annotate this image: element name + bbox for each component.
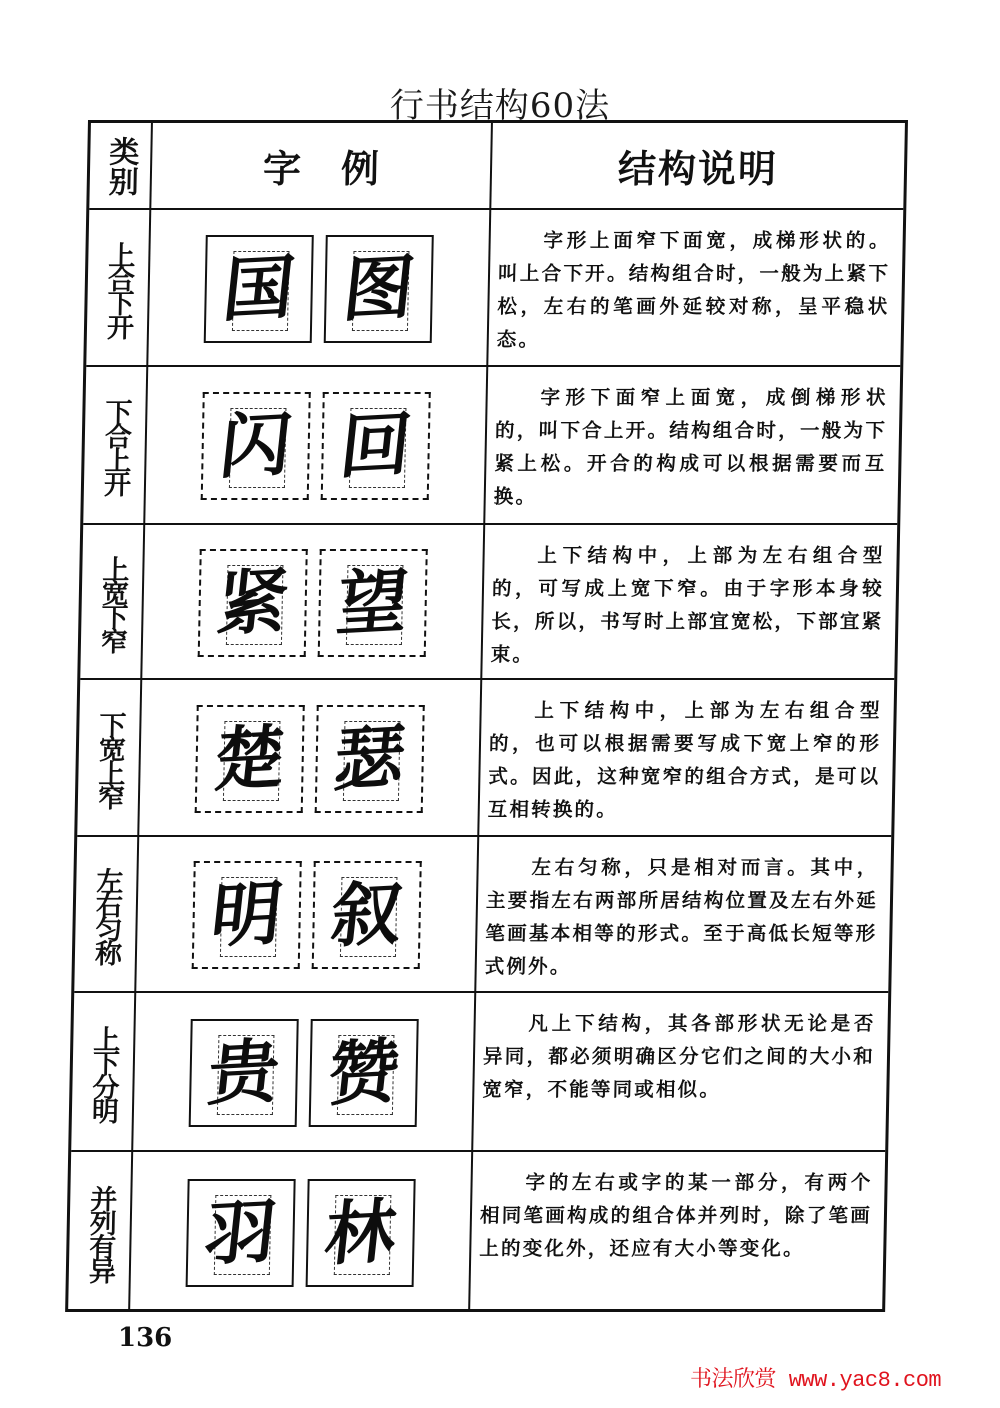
- example-character: 羽: [200, 1189, 281, 1276]
- header-examples: 字例: [262, 147, 420, 191]
- example-character-box: [309, 1019, 419, 1127]
- header-category: [89, 123, 151, 208]
- description-cell: [488, 210, 903, 367]
- header-category-label: 类别: [102, 135, 139, 196]
- category-label: 下合上开: [98, 398, 132, 494]
- description-text: 字的左右或字的某一部分，有两个相同笔画构成的组合体并列时，除了笔画上的变化外，还应有大小等变化。: [479, 1171, 873, 1260]
- example-character-box: [195, 705, 305, 813]
- category-cell: [71, 993, 134, 1152]
- description-text: 字形上面窄下面宽，成梯形状的。叫上合下开。结构组合时，一般为上紧下松，左右的笔画外延较对称，呈平稳状态。: [496, 229, 891, 351]
- table-row: [74, 835, 891, 993]
- example-character-box: [324, 235, 434, 343]
- category-cell: [77, 680, 140, 837]
- description-text: 上下结构中，上部为左右组合型的，也可以根据需要写成下宽上窄的形式。因此，这种宽窄的组合方式，是可以互相转换的。: [487, 699, 882, 821]
- structure-table: [65, 120, 908, 1312]
- examples-cell: [139, 680, 480, 837]
- example-character: 闪: [216, 402, 296, 489]
- category-label: 上宽下窄: [95, 554, 129, 651]
- table-row: [83, 365, 900, 525]
- description-cell: [485, 367, 900, 525]
- description-text: 字形下面窄上面宽，成倒梯形状的，叫下合上开。结构组合时，一般为下紧上松。开合的构成可以根据需要而互换。: [493, 386, 888, 508]
- examples-cell: [148, 210, 489, 367]
- watermark: 书法欣赏 www.yac8.com: [690, 1368, 942, 1393]
- category-label: 上合下开: [101, 240, 135, 337]
- table-row: [86, 208, 903, 367]
- example-character-box: [198, 549, 308, 657]
- description-text: 凡上下结构，其各部形状无论是否异同，都必须明确区分它们之间的大小和宽窄，不能等同或相似。: [482, 1012, 876, 1101]
- example-character: 瑟: [330, 714, 410, 802]
- example-character: 国: [219, 244, 299, 332]
- page-title: 行书结构60法: [389, 86, 611, 126]
- category-cell: [83, 367, 146, 525]
- example-character: 紧: [213, 558, 293, 646]
- example-character-box: [186, 1179, 296, 1287]
- category-label: 上下分明: [86, 1024, 120, 1121]
- table-row: [68, 1150, 885, 1314]
- example-character: 林: [320, 1189, 401, 1276]
- examples-cell: [145, 367, 486, 525]
- description-text: 上下结构中，上部为左右组合型的，可写成上宽下窄。由于字形本身较长，所以，书写时上部宜宽松，下部宜紧束。: [490, 544, 885, 666]
- category-cell: [80, 525, 143, 680]
- example-character: 叙: [327, 871, 407, 958]
- category-label: 并列有异: [83, 1185, 117, 1281]
- category-cell: [74, 837, 137, 993]
- example-character: 图: [339, 244, 419, 332]
- example-character-box: [192, 861, 302, 969]
- description-cell: [476, 837, 891, 993]
- header-description: 结构说明: [617, 147, 779, 191]
- table-row: [80, 523, 897, 680]
- category-cell: [68, 1152, 131, 1314]
- example-character-box: [306, 1179, 416, 1287]
- examples-cell: [133, 993, 474, 1152]
- category-label: 左右匀称: [89, 867, 123, 963]
- description-cell: [470, 1152, 885, 1314]
- page-number: 136: [118, 1323, 173, 1353]
- examples-cell: [142, 525, 483, 680]
- description-cell: [473, 993, 888, 1152]
- examples-cell: [136, 837, 477, 993]
- example-character: 望: [333, 558, 413, 646]
- example-character-box: [321, 392, 431, 500]
- example-character: 回: [336, 402, 416, 489]
- category-cell: [86, 210, 149, 367]
- example-character: 赞: [324, 1028, 404, 1116]
- example-character-box: [201, 392, 311, 500]
- description-cell: [479, 680, 894, 837]
- example-character-box: [315, 705, 425, 813]
- example-character: 楚: [210, 714, 290, 802]
- example-character-box: [318, 549, 428, 657]
- table-header: [89, 123, 905, 208]
- example-character-box: [204, 235, 314, 343]
- example-character-box: [189, 1019, 299, 1127]
- examples-cell: [130, 1152, 471, 1314]
- example-character: 贵: [204, 1028, 284, 1116]
- category-label: 下宽上窄: [92, 710, 126, 807]
- description-text: 左右匀称，只是相对而言。其中，主要指左右两部所居结构位置及左右外延笔画基本相等的形式。至于高低长短等形式例外。: [484, 856, 879, 978]
- table-row: [71, 991, 888, 1152]
- example-character-box: [312, 861, 422, 969]
- table-row: [77, 678, 894, 837]
- example-character: 明: [207, 871, 287, 958]
- description-cell: [482, 525, 897, 680]
